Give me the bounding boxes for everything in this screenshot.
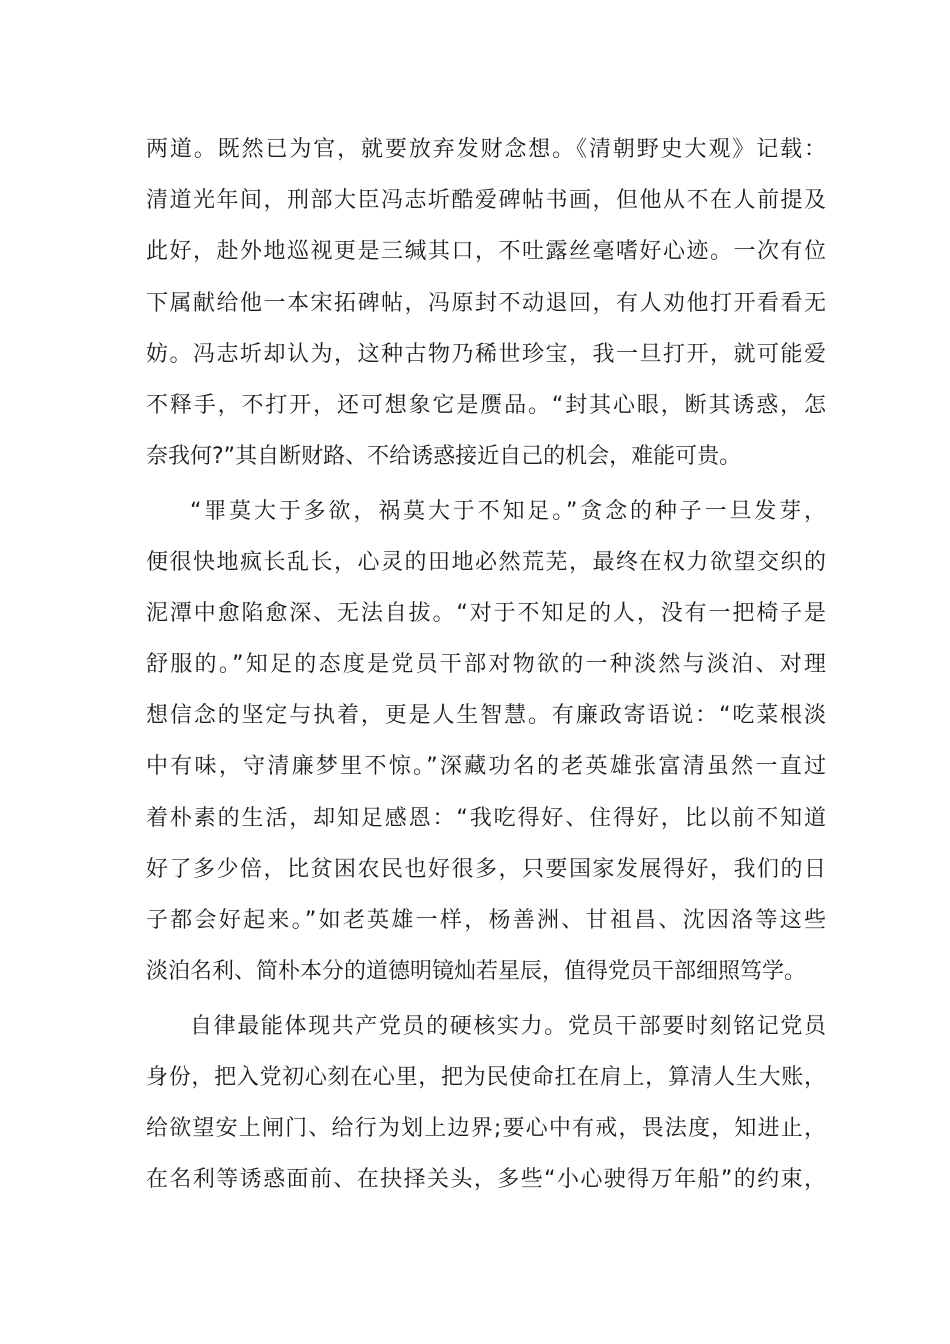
paragraph-2-line-2: 便很快地疯长乱长，心灵的田地必然荒芜，最终在权力欲望交织的 <box>146 550 826 575</box>
paragraph-2-line-10: 淡泊名利、简朴本分的道德明镜灿若星辰，值得党员干部细照笃学。 <box>146 959 807 984</box>
paragraph-1-line-3: 此好，赴外地巡视更是三缄其口，不吐露丝毫嗜好心迹。一次有位 <box>146 239 826 264</box>
paragraph-2-line-3: 泥潭中愈陷愈深、无法自拔。“对于不知足的人，没有一把椅子是 <box>146 601 826 626</box>
paragraph-3-line-3: 给欲望安上闸门、给行为划上边界;要心中有戒，畏法度，知进止， <box>146 1116 826 1141</box>
paragraph-1-line-2: 清道光年间，刑部大臣冯志圻酷爱碑帖书画，但他从不在人前提及 <box>146 188 826 213</box>
paragraph-3-line-1: 自律最能体现共产党员的硬核实力。党员干部要时刻铭记党员 <box>190 1014 826 1039</box>
paragraph-1-line-5: 妨。冯志圻却认为，这种古物乃稀世珍宝，我一旦打开，就可能爱 <box>146 342 826 367</box>
paragraph-2-line-4: 舒服的。”知足的态度是党员干部对物欲的一种淡然与淡泊、对理 <box>146 652 826 677</box>
paragraph-2-line-7: 着朴素的生活，却知足感恩：“我吃得好、住得好，比以前不知道 <box>146 806 826 831</box>
paragraph-2-line-8: 好了多少倍，比贫困农民也好很多，只要国家发展得好，我们的日 <box>146 857 826 882</box>
paragraph-2-line-5: 想信念的坚定与执着，更是人生智慧。有廉政寄语说：“吃菜根淡 <box>146 703 826 728</box>
paragraph-1-line-6: 不释手，不打开，还可想象它是赝品。“封其心眼，断其诱惑，怎 <box>146 393 826 418</box>
paragraph-2-line-9: 子都会好起来。”如老英雄一样，杨善洲、甘祖昌、沈因洛等这些 <box>146 908 826 933</box>
paragraph-1-line-4: 下属献给他一本宋拓碑帖，冯原封不动退回，有人劝他打开看看无 <box>146 291 826 316</box>
paragraph-3-line-2: 身份，把入党初心刻在心里，把为民使命扛在肩上，算清人生大账， <box>146 1065 826 1090</box>
paragraph-2-line-6: 中有味，守清廉梦里不惊。”深藏功名的老英雄张富清虽然一直过 <box>146 754 826 779</box>
paragraph-1-line-7: 奈我何?”其自断财路、不给诱惑接近自己的机会，难能可贵。 <box>146 444 742 469</box>
paragraph-3-line-4: 在名利等诱惑面前、在抉择关头，多些“小心驶得万年船”的约束， <box>146 1167 826 1192</box>
paragraph-2-line-1: “罪莫大于多欲，祸莫大于不知足。”贪念的种子一旦发芽， <box>190 499 826 524</box>
paragraph-1-line-1: 两道。既然已为官，就要放弃发财念想。《清朝野史大观》记载： <box>146 137 826 162</box>
